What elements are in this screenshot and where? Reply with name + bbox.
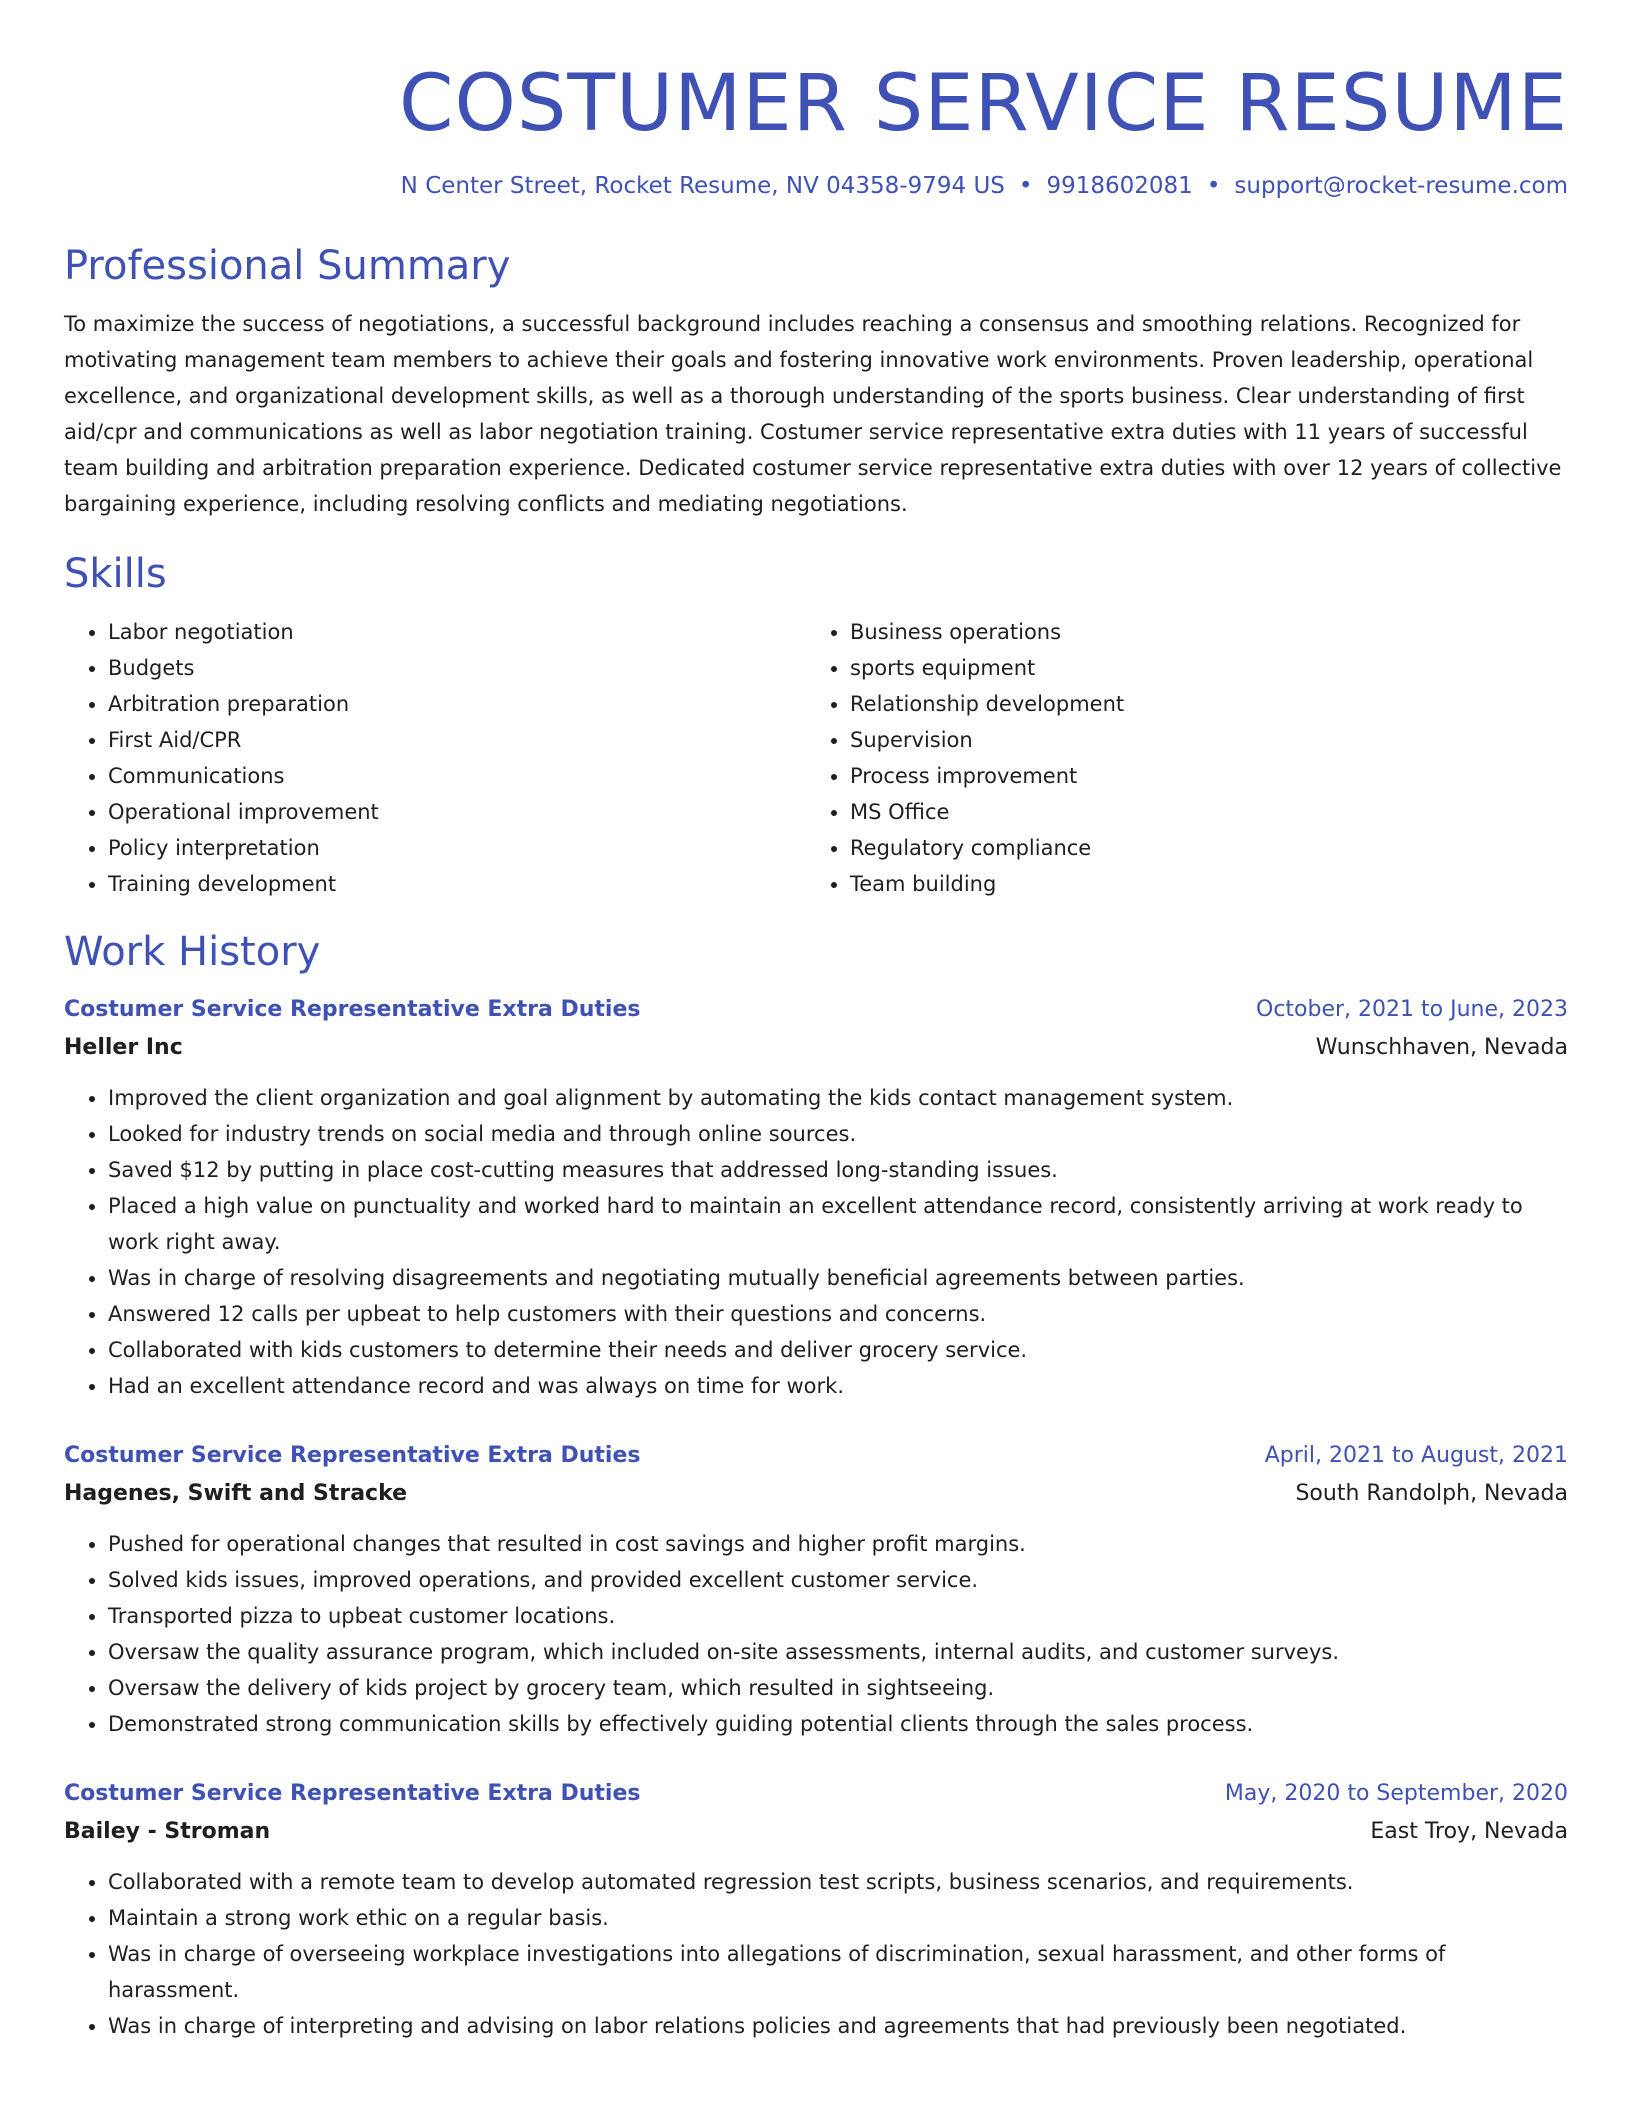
job-company-row: [64, 1474, 1568, 1514]
skill-item: • Communications: [108, 758, 806, 794]
work-history-heading: Work History: [64, 929, 321, 975]
skill-item: • Regulatory compliance: [850, 830, 1548, 866]
skill-item: • Relationship development: [850, 686, 1548, 722]
contact-address: N Center Street, Rocket Resume, NV 04358-9794 US: [400, 173, 1005, 199]
skill-item: • Labor negotiation: [108, 614, 806, 650]
job-bullet: • Collaborated with a remote team to develop automated regression test scripts, business scenarios, and requirements.: [108, 1864, 1568, 1900]
skills-list-left: [64, 614, 806, 902]
job-company: Bailey - Stroman: [64, 1819, 271, 1844]
job-company-row: [64, 1812, 1568, 1852]
summary-heading: Professional Summary: [64, 243, 511, 289]
skill-item: • Policy interpretation: [108, 830, 806, 866]
skill-item: • Budgets: [108, 650, 806, 686]
skill-item: • MS Office: [850, 794, 1548, 830]
job-location: Wunschhaven, Nevada: [1315, 1035, 1568, 1060]
skill-item: • Arbitration preparation: [108, 686, 806, 722]
job-bullet: • Placed a high value on punctuality and worked hard to maintain an excellent attendance record, consistently arriving at work ready to work right away.: [108, 1188, 1568, 1260]
job-bullets: [64, 1080, 1568, 1404]
skill-item: • Business operations: [850, 614, 1548, 650]
contact-line: [64, 170, 1568, 202]
skill-item: • sports equipment: [850, 650, 1548, 686]
resume-title: COSTUMER SERVICE RESUME: [399, 59, 1568, 149]
skill-item: • Operational improvement: [108, 794, 806, 830]
job-bullet: • Looked for industry trends on social media and through online sources.: [108, 1116, 1568, 1152]
job-bullet: • Demonstrated strong communication skills by effectively guiding potential clients through the sales process.: [108, 1706, 1568, 1742]
job-bullet: • Collaborated with kids customers to determine their needs and deliver grocery service.: [108, 1332, 1568, 1368]
resume-page: [64, 0, 1568, 2044]
job-header-row: [64, 1438, 1568, 1474]
job-header-row: [64, 1776, 1568, 1812]
job-location: East Troy, Nevada: [1370, 1819, 1568, 1844]
job-bullet: • Pushed for operational changes that resulted in cost savings and higher profit margins.: [108, 1526, 1568, 1562]
job-header-row: [64, 992, 1568, 1028]
job-bullet: • Transported pizza to upbeat customer locations.: [108, 1598, 1568, 1634]
job-company-row: [64, 1028, 1568, 1068]
skill-item: • Supervision: [850, 722, 1548, 758]
job-entry: [64, 1776, 1568, 2044]
contact-separator: •: [1206, 173, 1221, 199]
summary-text: To maximize the success of negotiations, a successful background includes reaching a consensus and smoothing relations. Recognized for motivating management team members to achieve their goals and fostering innovative work environments. Proven leadership, operational excellence, and organizational development skills, as well as a thorough understanding of the sports business. Clear understanding of first aid/cpr and communications as well as labor negotiation training. Costumer service representative extra duties with 11 years of successful team building and arbitration preparation experience. Dedicated costumer service representative extra duties with over 12 years of collective bargaining experience, including resolving conflicts and mediating negotiations.: [64, 312, 1562, 516]
job-bullets: [64, 1526, 1568, 1742]
job-title: Costumer Service Representative Extra Duties: [64, 997, 641, 1022]
job-dates: May, 2020 to September, 2020: [1224, 1781, 1568, 1806]
job-bullet: • Maintain a strong work ethic on a regular basis.: [108, 1900, 1568, 1936]
job-location: South Randolph, Nevada: [1295, 1481, 1568, 1506]
job-bullet: • Was in charge of overseeing workplace investigations into allegations of discrimination, sexual harassment, and other forms of harassment.: [108, 1936, 1568, 2008]
job-title: Costumer Service Representative Extra Duties: [64, 1443, 641, 1468]
contact-separator: •: [1018, 173, 1033, 199]
skills-list-right: [806, 614, 1548, 902]
job-company: Hagenes, Swift and Stracke: [64, 1481, 408, 1506]
job-bullet: • Had an excellent attendance record and was always on time for work.: [108, 1368, 1568, 1404]
job-entry: [64, 1438, 1568, 1742]
job-bullet: • Answered 12 calls per upbeat to help customers with their questions and concerns.: [108, 1296, 1568, 1332]
skill-item: • Training development: [108, 866, 806, 902]
skill-item: • First Aid/CPR: [108, 722, 806, 758]
job-dates: October, 2021 to June, 2023: [1256, 997, 1568, 1022]
job-bullet: • Was in charge of resolving disagreements and negotiating mutually beneficial agreements between parties.: [108, 1260, 1568, 1296]
contact-email: support@rocket-resume.com: [1234, 173, 1568, 199]
job-bullet: • Oversaw the delivery of kids project by grocery team, which resulted in sightseeing.: [108, 1670, 1568, 1706]
job-company: Heller Inc: [64, 1035, 183, 1060]
job-title: Costumer Service Representative Extra Duties: [64, 1781, 641, 1806]
skill-item: • Team building: [850, 866, 1548, 902]
skills-heading: Skills: [64, 551, 167, 597]
job-entry: [64, 992, 1568, 1404]
job-bullets: [64, 1864, 1568, 2044]
job-bullet: • Solved kids issues, improved operations, and provided excellent customer service.: [108, 1562, 1568, 1598]
skill-item: • Process improvement: [850, 758, 1548, 794]
job-bullet: • Saved $12 by putting in place cost-cutting measures that addressed long-standing issues.: [108, 1152, 1568, 1188]
job-bullet: • Oversaw the quality assurance program, which included on-site assessments, internal audits, and customer surveys.: [108, 1634, 1568, 1670]
job-dates: April, 2021 to August, 2021: [1264, 1443, 1568, 1468]
job-bullet: • Improved the client organization and goal alignment by automating the kids contact management system.: [108, 1080, 1568, 1116]
job-bullet: • Was in charge of interpreting and advising on labor relations policies and agreements that had previously been negotiated.: [108, 2008, 1568, 2044]
skills-grid: [64, 614, 1568, 902]
contact-phone: 9918602081: [1046, 173, 1193, 199]
